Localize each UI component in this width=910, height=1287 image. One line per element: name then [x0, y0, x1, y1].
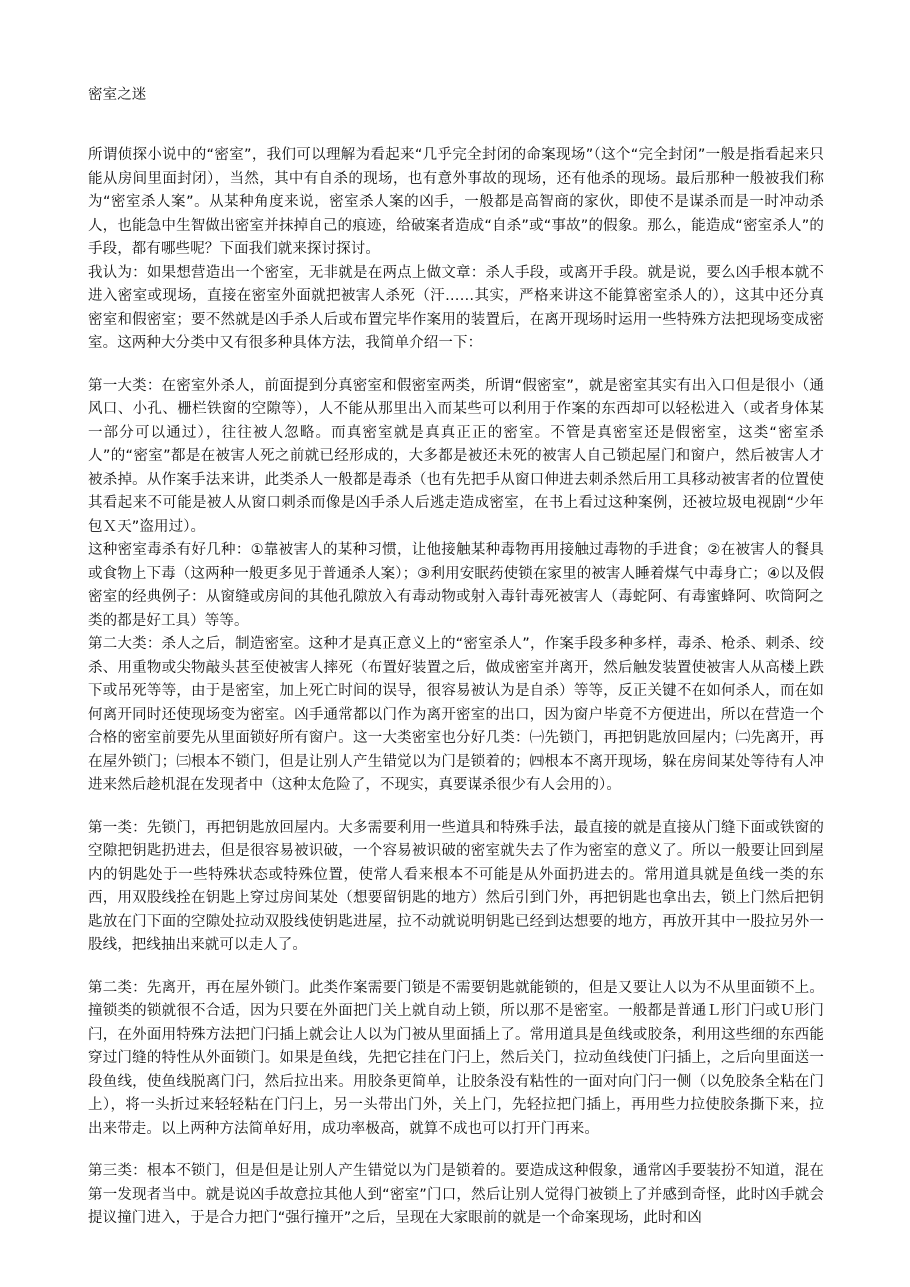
paragraph-poison-methods: 这种密室毒杀有好几种：①靠被害人的某种习惯，让他接触某种毒物再用接触过毒物的手进食；②在被害人的餐具或食物上下毒（这两种一般更多见于普通杀人案）；③利用安眠药使锁在家里的被害人睡着煤气中毒身亡；④以及假密室的经典例子：从窗缝或房间的其他孔隙放入有毒动物或射入毒针毒死被害人（毒蛇阿、有毒蜜蜂阿、吹筒阿之类的都是好工具）等等。: [88, 542, 824, 629]
paragraph-type-two: 第二类：先离开，再在屋外锁门。此类作案需要门锁是不需要钥匙就能锁的，但是又要让人以为不从里面锁不上。撞锁类的锁就很不合适，因为只要在外面把门关上就自动上锁，所以那不是密室。一般都是普通Ｌ形门闩或Ｕ形门闩，在外面用特殊方法把门闩插上就会让人以为门被从里面插上了。常用道具是鱼线或胶条，利用这些细的东西能穿过门缝的特性从外面锁门。如果是鱼线，先把它挂在门闩上，然后关门，拉动鱼线使门闩插上，之后向里面送一段鱼线，使鱼线脱离门闩，然后拉出来。用胶条更简单，让胶条没有粘性的一面对向门闩一侧（以免胶条全粘在门上），将一头折过来轻轻粘在门闩上，另一头带出门外，关上门，先轻拉把门插上，再用些力拉使胶条撕下来，拉出来带走。以上两种方法简单好用，成功率极高，就算不成也可以打开门再来。: [88, 979, 824, 1137]
paragraph-type-three: 第三类：根本不锁门，但是但是让别人产生错觉以为门是锁着的。要造成这种假象，通常凶手要装扮不知道，混在第一发现者当中。就是说凶手故意拉其他人到“密室”门口，然后让别人觉得门被锁上了并感到奇怪，此时凶手就会提议撞门进入，于是合力把门“强行撞开”之后，呈现在大家眼前的就是一个命案现场，此时和凶: [88, 1163, 824, 1226]
paragraph-opinion: 我认为：如果想营造出一个密室，无非就是在两点上做文章：杀人手段，或离开手段。就是说，要么凶手根本就不进入密室或现场，直接在密室外面就把被害人杀死（汗……其实，严格来讲这不能算密室杀人的），这其中还分真密室和假密室；要不然就是凶手杀人后或布置完毕作案用的装置后，在离开现场时运用一些特殊方法把现场变成密室。这两种大分类中又有很多种具体方法，我简单介绍一下：: [88, 264, 824, 351]
paragraph-category-two: 第二大类：杀人之后，制造密室。这种才是真正意义上的“密室杀人”，作案手段多种多样，毒杀、枪杀、刺杀、绞杀、用重物或尖物敲头甚至使被害人摔死（布置好装置之后，做成密室并离开，然后触发装置使被害人从高楼上跌下或吊死等等，由于是密室，加上死亡时间的误导，很容易被认为是自杀）等等，反正关键不在如何杀人，而在如何离开同时还使现场变为密室。凶手通常都以门作为离开密室的出口，因为窗户毕竟不方便进出，所以在营造一个合格的密室前要先从里面锁好所有窗户。这一大类密室也分好几类：㈠先锁门，再把钥匙放回屋内；㈡先离开，再在屋外锁门；㈢根本不锁门，但是让别人产生错觉以为门是锁着的；㈣根本不离开现场，躲在房间某处等待有人冲进来然后趁机混在发现者中（这种太危险了，不现实，真要谋杀很少有人会用的）。: [88, 636, 824, 793]
paragraph-intro: 所谓侦探小说中的“密室”，我们可以理解为看起来“几乎完全封闭的命案现场”（这个“完全封闭”一般是指看起来只能从房间里面封闭），当然，其中有自杀的现场，也有意外事故的现场，还有他杀的现场。最后那种一般被我们称为“密室杀人案”。从某种角度来说，密室杀人案的凶手，一般都是高智商的家伙，即使不是谋杀而是一时冲动杀人，也能急中生智做出密室并抹掉自己的痕迹，给破案者造成“自杀”或“事故”的假象。那么，能造成“密室杀人”的手段，都有哪些呢？下面我们就来探讨探讨。: [88, 147, 824, 257]
paragraph-type-one: 第一类：先锁门，再把钥匙放回屋内。大多需要利用一些道具和特殊手法，最直接的就是直接从门缝下面或铁窗的空隙把钥匙扔进去，但是很容易被识破，一个容易被识破的密室就失去了作为密室的意义了。所以一般要让回到屋内的钥匙处于一些特殊状态或特殊位置，使常人看来根本不可能是从外面扔进去的。常用道具就是鱼线一类的东西，用双股线拴在钥匙上穿过房间某处（想要留钥匙的地方）然后引到门外，再把钥匙也拿出去，锁上门然后把钥匙放在门下面的空隙处拉动双股线使钥匙进屋，拉不动就说明钥匙已经到达想要的地方，再放开其中一股拉另外一股线，把线抽出来就可以走人了。: [88, 819, 824, 953]
paragraph-category-one: 第一大类：在密室外杀人，前面提到分真密室和假密室两类，所谓“假密室”，就是密室其实有出入口但是很小（通风口、小孔、栅栏铁窗的空隙等），人不能从那里出入而某些可以利用于作案的东西却可以轻松进入（或者身体某一部分可以通过），往往被人忽略。而真密室就是真真正正的密室。不管是真密室还是假密室，这类“密室杀人”的“密室”都是在被害人死之前就已经形成的，大多都是被还未死的被害人自己锁起屋门和窗户，然后被害人才被杀掉。从作案手法来讲，此类杀人一般都是毒杀（也有先把手从窗口伸进去刺杀然后用工具移动被害者的位置使其看起来不可能是被人从窗口刺杀而像是凶手杀人后逃走造成密室，在书上看过这种案例，还被垃圾电视剧“少年包Ｘ天”盗用过）。: [88, 377, 824, 535]
document-body: [88, 144, 824, 1231]
document-title: 密室之迷: [88, 87, 147, 103]
